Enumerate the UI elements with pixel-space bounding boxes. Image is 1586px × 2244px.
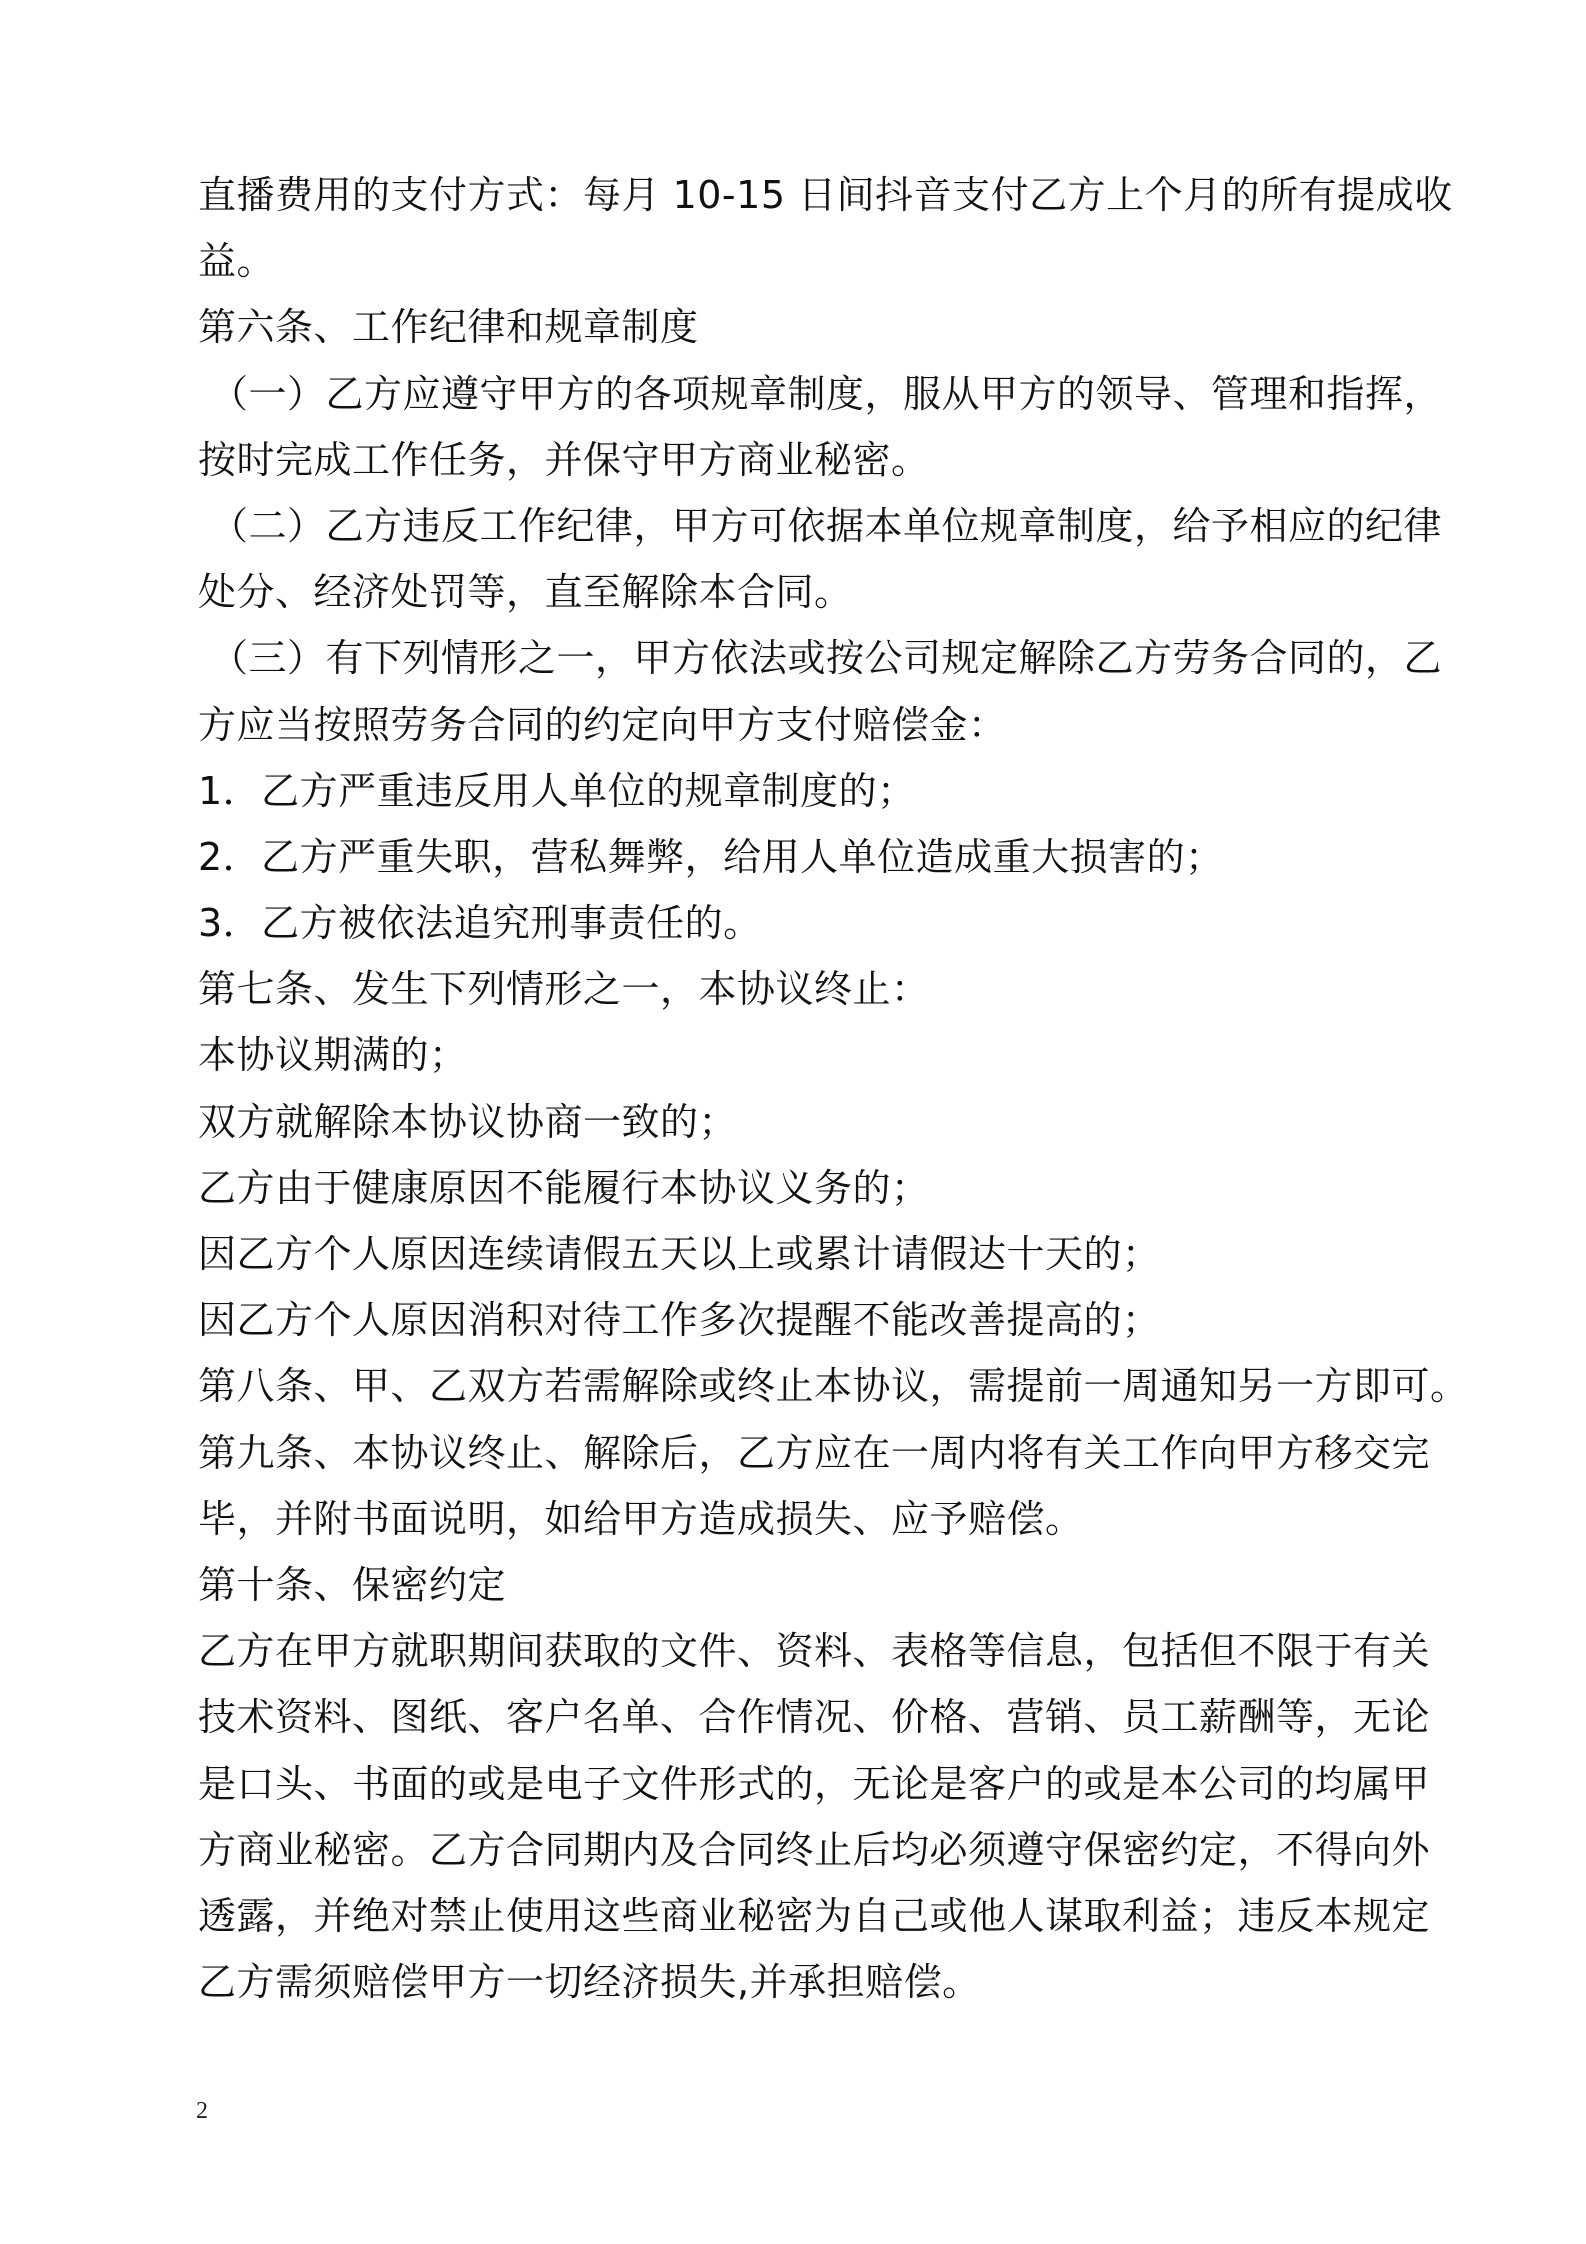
list-item: 本协议期满的； <box>198 1033 468 1078</box>
section-heading: 第十条、保密约定 <box>198 1562 507 1607</box>
text-line: 方商业秘密。乙方合同期内及合同终止后均必须遵守保密约定，不得向外 <box>198 1827 1431 1872</box>
section-heading: 第六条、工作纪律和规章制度 <box>198 305 699 350</box>
list-item: 因乙方个人原因连续请假五天以上或累计请假达十天的； <box>198 1232 1161 1276</box>
page-number: 2 <box>196 2098 208 2124</box>
text-line: （二）乙方违反工作纪律，甲方可依据本单位规章制度，给予相应的纪律 <box>210 503 1443 548</box>
text-line: 按时完成工作任务，并保守甲方商业秘密。 <box>198 437 930 482</box>
list-item: 2．乙方严重失职，营私舞弊，给用人单位造成重大损害的； <box>198 834 1224 879</box>
text-line: 透露，并绝对禁止使用这些商业秘密为自己或他人谋取利益；违反本规定 <box>198 1893 1431 1938</box>
list-item: 乙方由于健康原因不能履行本协议义务的； <box>198 1165 930 1210</box>
text-line: 方应当按照劳务合同的约定向甲方支付赔偿金： <box>198 702 1007 747</box>
text-line: 技术资料、图纸、客户名单、合作情况、价格、营销、员工薪酬等，无论 <box>198 1695 1431 1740</box>
list-item: 1．乙方严重违反用人单位的规章制度的； <box>198 768 916 813</box>
section-heading: 第八条、甲、乙双方若需解除或终止本协议，需提前一周通知另一方即可。 <box>198 1364 1469 1409</box>
list-item: 3．乙方被依法追究刑事责任的。 <box>198 901 762 946</box>
text-line: （三）有下列情形之一，甲方依法或按公司规定解除乙方劳务合同的，乙 <box>210 636 1443 681</box>
section-heading: 第七条、发生下列情形之一，本协议终止： <box>198 967 930 1012</box>
text-line: 益。 <box>198 239 276 284</box>
text-line: 乙方需须赔偿甲方一切经济损失,并承担赔偿。 <box>198 1960 981 2005</box>
list-item: 因乙方个人原因消积对待工作多次提醒不能改善提高的； <box>198 1298 1161 1343</box>
text-line: （一）乙方应遵守甲方的各项规章制度，服从甲方的领导、管理和指挥， <box>210 371 1443 416</box>
section-heading: 第九条、本协议终止、解除后，乙方应在一周内将有关工作向甲方移交完 <box>198 1430 1431 1475</box>
list-item: 双方就解除本协议协商一致的； <box>198 1099 738 1144</box>
text-line: 毕，并附书面说明，如给甲方造成损失、应予赔偿。 <box>198 1496 1084 1541</box>
text-line: 是口头、书面的或是电子文件形式的，无论是客户的或是本公司的均属甲 <box>198 1761 1431 1806</box>
text-line: 直播费用的支付方式：每月 10-15 日间抖音支付乙方上个月的所有提成收 <box>198 173 1453 217</box>
document-body <box>198 162 1469 2015</box>
text-line: 处分、经济处罚等，直至解除本合同。 <box>198 570 853 615</box>
text-line: 乙方在甲方就职期间获取的文件、资料、表格等信息，包括但不限于有关 <box>198 1629 1431 1674</box>
